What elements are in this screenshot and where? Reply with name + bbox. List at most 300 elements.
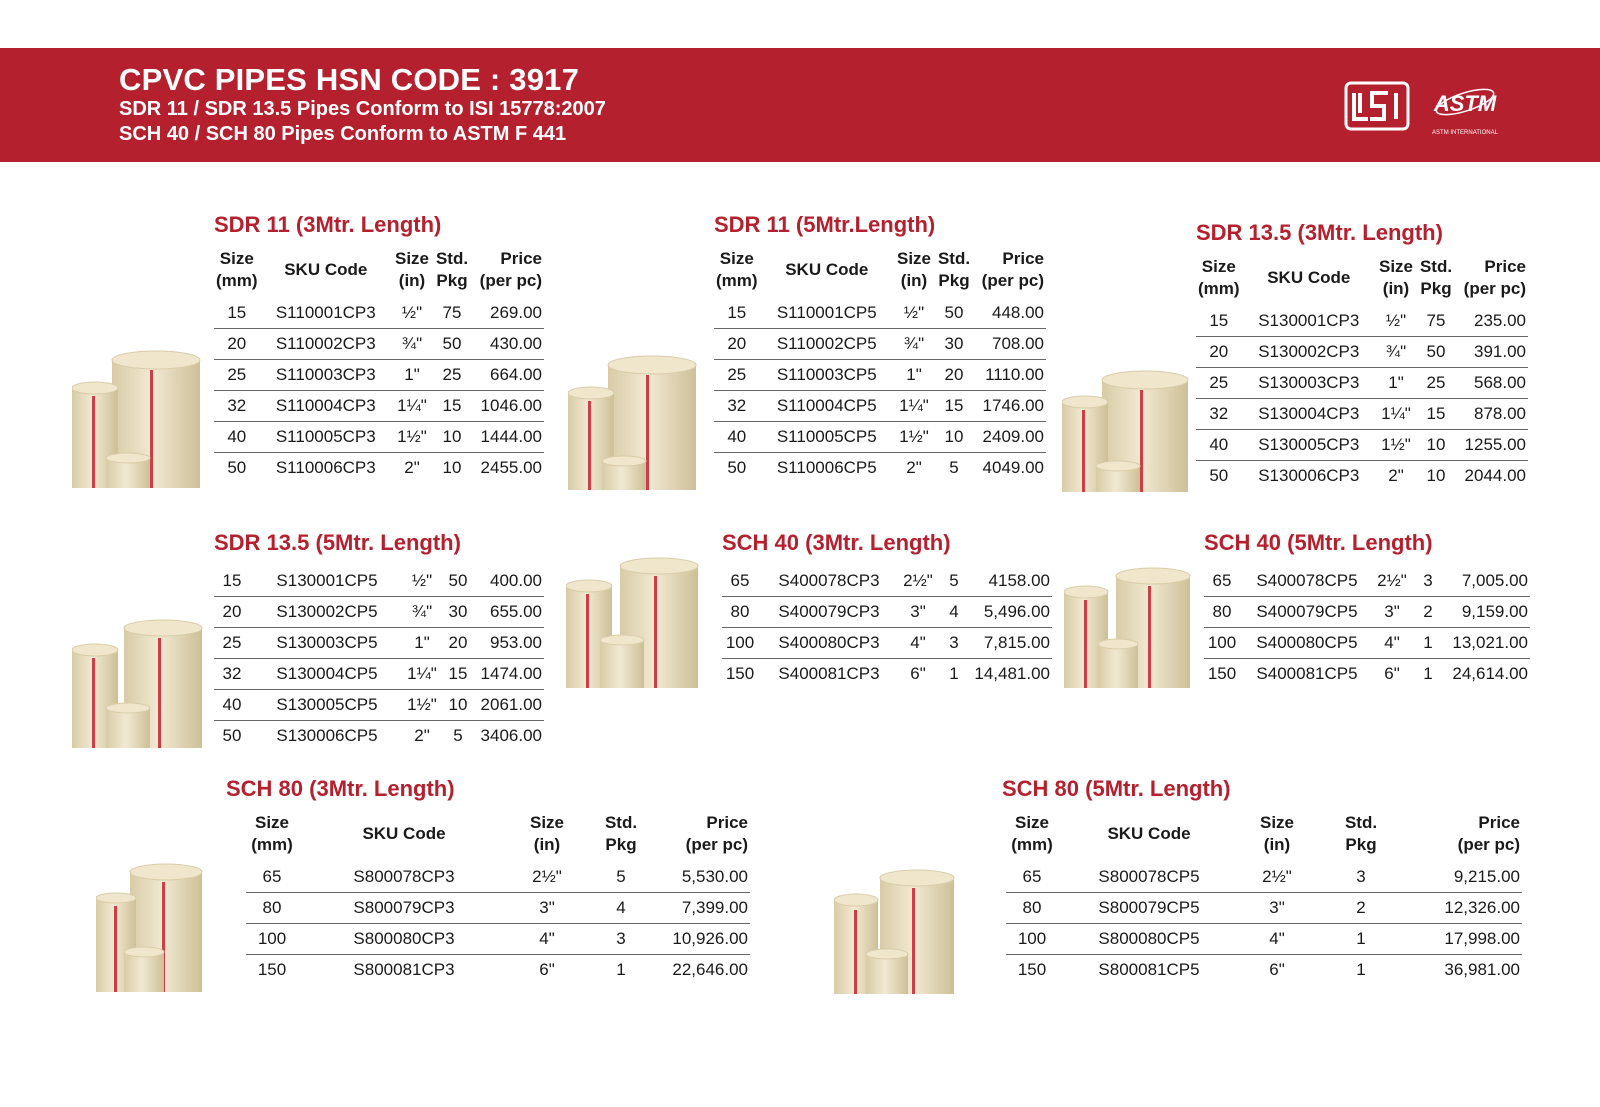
- size-mm-cell: 65: [246, 862, 298, 893]
- size-in-cell: 1½": [894, 422, 934, 453]
- size-in-cell: 4": [510, 924, 584, 955]
- size-mm-cell: 80: [246, 893, 298, 924]
- svg-text:ASTM: ASTM: [1433, 91, 1497, 116]
- table-row: [1204, 566, 1530, 597]
- pipe-image: [834, 868, 956, 994]
- table-row: [214, 566, 544, 597]
- std-pkg-cell: 75: [1416, 306, 1456, 337]
- table-row: [1204, 659, 1530, 690]
- table-row: [714, 360, 1046, 391]
- std-pkg-cell: 4: [936, 597, 972, 628]
- size-in-cell: 2": [414, 726, 430, 745]
- std-pkg-cell: 5: [584, 862, 658, 893]
- size-mm-cell: 20: [714, 329, 760, 360]
- size-mm-cell: 80: [1006, 893, 1058, 924]
- size-in-cell: ¾": [404, 597, 440, 628]
- section-sdr135-5m: [214, 530, 544, 751]
- column-header: Price (per pc): [685, 813, 748, 854]
- size-in-cell: 2½": [1240, 862, 1314, 893]
- table-header: [214, 248, 544, 298]
- size-in-cell: 1½": [404, 690, 440, 721]
- std-pkg-cell: 10: [1426, 466, 1446, 485]
- column-header: Std. Pkg: [937, 249, 971, 290]
- column-header: Std. Pkg: [435, 249, 469, 290]
- price-cell: 5,496.00: [972, 597, 1052, 628]
- sku-code-cell: S110006CP5: [776, 458, 877, 477]
- size-mm-cell: 65: [1006, 862, 1058, 893]
- section-sdr135-3m: [1196, 220, 1528, 491]
- price-cell: 10,926.00: [658, 924, 750, 955]
- size-mm-cell: 20: [214, 597, 250, 628]
- size-in-cell: 3": [1240, 893, 1314, 924]
- price-cell: 2044.00: [1464, 466, 1526, 485]
- sku-code-cell: S130003CP5: [250, 628, 404, 659]
- std-pkg-cell: 1: [1410, 628, 1446, 659]
- sku-code-cell: S130005CP5: [250, 690, 404, 721]
- size-in-cell: 1¼": [404, 659, 440, 690]
- pipe-image: [1062, 370, 1192, 492]
- std-pkg-cell: 1: [949, 664, 959, 683]
- size-in-cell: 2": [404, 458, 420, 477]
- table-row: [214, 659, 544, 690]
- column-header: Std. Pkg: [604, 813, 638, 854]
- table-header: [246, 812, 750, 862]
- size-in-cell: 6": [539, 960, 555, 979]
- price-cell: 5,530.00: [658, 862, 750, 893]
- std-pkg-cell: 25: [1416, 368, 1456, 399]
- size-mm-cell: 100: [1204, 628, 1240, 659]
- sku-code-cell: S400080CP3: [758, 628, 900, 659]
- table-row: [246, 924, 750, 955]
- column-header: SKU Code: [1267, 268, 1351, 287]
- column-header: SKU Code: [785, 260, 869, 279]
- sku-code-cell: S130004CP5: [250, 659, 404, 690]
- price-cell: 1110.00: [974, 360, 1046, 391]
- size-mm-cell: 150: [257, 960, 287, 979]
- table-row: [722, 628, 1052, 659]
- size-mm-cell: 50: [727, 458, 747, 477]
- price-cell: 878.00: [1456, 399, 1528, 430]
- price-cell: 1444.00: [472, 422, 544, 453]
- size-mm-cell: 50: [222, 726, 242, 745]
- column-header: Size (mm): [251, 813, 293, 854]
- sku-code-cell: S130001CP3: [1242, 306, 1376, 337]
- std-pkg-cell: 50: [440, 566, 476, 597]
- table-row: [1006, 893, 1522, 924]
- pipe-image: [568, 355, 700, 490]
- table-header: [1196, 256, 1528, 306]
- sku-code-cell: S130006CP3: [1258, 466, 1360, 485]
- price-table: [214, 566, 544, 751]
- std-pkg-cell: 3: [936, 628, 972, 659]
- table-row: [722, 566, 1052, 597]
- pipe-image: [566, 556, 700, 688]
- column-header: Price (per pc): [1457, 813, 1520, 854]
- sku-code-cell: S800080CP3: [298, 924, 510, 955]
- table-row: [1196, 430, 1528, 461]
- price-cell: 400.00: [476, 566, 544, 597]
- sku-code-cell: S400078CP3: [758, 566, 900, 597]
- size-in-cell: 3": [900, 597, 936, 628]
- section-title: SCH 80 (5Mtr. Length): [1002, 776, 1231, 801]
- table-row: [1196, 337, 1528, 368]
- sku-code-cell: S130001CP5: [250, 566, 404, 597]
- price-cell: 22,646.00: [672, 960, 748, 979]
- price-cell: 13,021.00: [1446, 628, 1530, 659]
- size-in-cell: 3": [1374, 597, 1410, 628]
- section-title: SDR 11 (5Mtr.Length): [714, 212, 936, 237]
- table-row: [722, 597, 1052, 628]
- std-pkg-cell: 30: [934, 329, 974, 360]
- sku-code-cell: S110005CP5: [760, 422, 894, 453]
- size-in-cell: 1": [894, 360, 934, 391]
- price-cell: 7,815.00: [972, 628, 1052, 659]
- table-row: [1196, 399, 1528, 430]
- std-pkg-cell: 2: [1314, 893, 1408, 924]
- sku-code-cell: S130003CP3: [1242, 368, 1376, 399]
- price-cell: 9,159.00: [1446, 597, 1530, 628]
- size-mm-cell: 15: [214, 298, 260, 329]
- size-mm-cell: 150: [1207, 664, 1237, 683]
- column-header: Size (mm): [1011, 813, 1053, 854]
- table-row: [1196, 306, 1528, 337]
- sku-code-cell: S130002CP3: [1242, 337, 1376, 368]
- size-in-cell: ½": [894, 298, 934, 329]
- column-header: Price (per pc): [981, 249, 1044, 290]
- price-cell: 3406.00: [480, 726, 542, 745]
- sku-code-cell: S130005CP3: [1242, 430, 1376, 461]
- size-in-cell: 4": [1374, 628, 1410, 659]
- table-row: [1204, 597, 1530, 628]
- std-pkg-cell: 75: [432, 298, 472, 329]
- std-pkg-cell: 3: [584, 924, 658, 955]
- price-cell: 391.00: [1456, 337, 1528, 368]
- size-mm-cell: 15: [214, 566, 250, 597]
- column-header: Price (per pc): [479, 249, 542, 290]
- std-pkg-cell: 20: [440, 628, 476, 659]
- sku-code-cell: S130002CP5: [250, 597, 404, 628]
- size-mm-cell: 25: [214, 628, 250, 659]
- std-pkg-cell: 15: [432, 391, 472, 422]
- price-cell: 2455.00: [480, 458, 542, 477]
- size-in-cell: 1": [404, 628, 440, 659]
- column-header: SKU Code: [1107, 824, 1191, 843]
- price-cell: 568.00: [1456, 368, 1528, 399]
- table-row: [214, 329, 544, 360]
- sku-code-cell: S400081CP3: [778, 664, 880, 683]
- size-in-cell: ½": [1376, 306, 1416, 337]
- size-in-cell: 2": [1388, 466, 1404, 485]
- sku-code-cell: S130004CP3: [1242, 399, 1376, 430]
- std-pkg-cell: 25: [432, 360, 472, 391]
- column-header: Size (in): [1259, 813, 1295, 854]
- size-mm-cell: 40: [1196, 430, 1242, 461]
- table-row: [214, 298, 544, 329]
- table-row: [214, 360, 544, 391]
- size-in-cell: ½": [404, 566, 440, 597]
- size-in-cell: 4": [1240, 924, 1314, 955]
- sku-code-cell: S110002CP3: [260, 329, 392, 360]
- column-header: SKU Code: [362, 824, 446, 843]
- size-in-cell: ½": [392, 298, 432, 329]
- table-row: [714, 422, 1046, 453]
- column-header: Size (in): [394, 249, 430, 290]
- size-mm-cell: 150: [1017, 960, 1047, 979]
- std-pkg-cell: 5: [453, 726, 463, 745]
- size-mm-cell: 32: [1196, 399, 1242, 430]
- size-mm-cell: 100: [1006, 924, 1058, 955]
- size-in-cell: 1½": [1376, 430, 1416, 461]
- price-cell: 9,215.00: [1408, 862, 1522, 893]
- table-row: [214, 628, 544, 659]
- size-mm-cell: 32: [214, 659, 250, 690]
- size-in-cell: 2": [906, 458, 922, 477]
- size-in-cell: 6": [910, 664, 926, 683]
- size-in-cell: 2½": [510, 862, 584, 893]
- price-cell: 24,614.00: [1452, 664, 1528, 683]
- section-title: SDR 11 (3Mtr. Length): [214, 212, 442, 237]
- price-cell: 235.00: [1456, 306, 1528, 337]
- price-table: [214, 248, 544, 483]
- size-mm-cell: 25: [1196, 368, 1242, 399]
- pipe-image: [72, 350, 204, 488]
- table-header: [714, 248, 1046, 298]
- price-cell: 1746.00: [974, 391, 1046, 422]
- size-in-cell: 2½": [900, 566, 936, 597]
- size-mm-cell: 80: [1204, 597, 1240, 628]
- table-row: [1196, 461, 1528, 492]
- pipe-image: [1064, 566, 1192, 688]
- std-pkg-cell: 15: [440, 659, 476, 690]
- std-pkg-cell: 15: [934, 391, 974, 422]
- price-cell: 708.00: [974, 329, 1046, 360]
- price-cell: 36,981.00: [1444, 960, 1520, 979]
- table-row: [1006, 924, 1522, 955]
- std-pkg-cell: 3: [1314, 862, 1408, 893]
- price-table: [722, 566, 1052, 689]
- std-pkg-cell: 15: [1416, 399, 1456, 430]
- std-pkg-cell: 2: [1410, 597, 1446, 628]
- sku-code-cell: S800081CP3: [353, 960, 455, 979]
- std-pkg-cell: 1: [1314, 924, 1408, 955]
- column-header: SKU Code: [284, 260, 368, 279]
- size-in-cell: 1½": [392, 422, 432, 453]
- table-row: [246, 893, 750, 924]
- sku-code-cell: S110001CP5: [760, 298, 894, 329]
- std-pkg-cell: 5: [936, 566, 972, 597]
- astm-logo: [1428, 74, 1502, 140]
- table-row: [1006, 955, 1522, 986]
- size-mm-cell: 65: [1204, 566, 1240, 597]
- svg-text:ASTM INTERNATIONAL: ASTM INTERNATIONAL: [1432, 130, 1498, 136]
- price-table: [1196, 256, 1528, 491]
- table-row: [1006, 862, 1522, 893]
- sku-code-cell: S400079CP5: [1240, 597, 1374, 628]
- std-pkg-cell: 20: [934, 360, 974, 391]
- std-pkg-cell: 1: [1423, 664, 1433, 683]
- sku-code-cell: S800078CP3: [298, 862, 510, 893]
- column-header: Size (mm): [716, 249, 758, 290]
- price-table: [1204, 566, 1530, 689]
- size-in-cell: 1¼": [894, 391, 934, 422]
- price-cell: 7,005.00: [1446, 566, 1530, 597]
- sku-code-cell: S400081CP5: [1256, 664, 1358, 683]
- price-table: [1006, 812, 1522, 985]
- table-row: [214, 391, 544, 422]
- sku-code-cell: S800079CP3: [298, 893, 510, 924]
- size-mm-cell: 50: [1209, 466, 1229, 485]
- section-sdr11-5m: [714, 212, 1046, 483]
- column-header: Size (in): [896, 249, 932, 290]
- table-row: [714, 453, 1046, 484]
- standard-line-sdr: SDR 11 / SDR 13.5 Pipes Conform to ISI 15778:2007: [119, 98, 606, 120]
- size-mm-cell: 32: [214, 391, 260, 422]
- std-pkg-cell: 5: [949, 458, 959, 477]
- section-title: SCH 80 (3Mtr. Length): [226, 776, 455, 801]
- table-row: [722, 659, 1052, 690]
- size-mm-cell: 40: [714, 422, 760, 453]
- sku-code-cell: S400078CP5: [1240, 566, 1374, 597]
- standard-line-sch: SCH 40 / SCH 80 Pipes Conform to ASTM F 441: [119, 123, 567, 145]
- std-pkg-cell: 50: [1416, 337, 1456, 368]
- size-mm-cell: 40: [214, 422, 260, 453]
- size-in-cell: 6": [1269, 960, 1285, 979]
- std-pkg-cell: 1: [616, 960, 626, 979]
- column-header: Size (in): [1378, 257, 1414, 298]
- price-cell: 2409.00: [974, 422, 1046, 453]
- size-in-cell: ¾": [894, 329, 934, 360]
- size-mm-cell: 15: [1196, 306, 1242, 337]
- section-sch80-3m: [226, 776, 750, 985]
- price-cell: 7,399.00: [658, 893, 750, 924]
- page-title: CPVC PIPES HSN CODE : 3917: [119, 62, 580, 97]
- size-in-cell: ¾": [1376, 337, 1416, 368]
- price-cell: 12,326.00: [1408, 893, 1522, 924]
- size-mm-cell: 15: [714, 298, 760, 329]
- price-cell: 448.00: [974, 298, 1046, 329]
- table-header: [1006, 812, 1522, 862]
- section-sch40-5m: [1204, 530, 1530, 689]
- size-in-cell: 4": [900, 628, 936, 659]
- sku-code-cell: S110004CP5: [760, 391, 894, 422]
- section-title: SDR 13.5 (3Mtr. Length): [1196, 220, 1443, 245]
- pipe-image: [96, 862, 204, 992]
- size-mm-cell: 80: [722, 597, 758, 628]
- size-in-cell: 3": [510, 893, 584, 924]
- size-mm-cell: 32: [714, 391, 760, 422]
- size-mm-cell: 25: [714, 360, 760, 391]
- size-in-cell: 1": [1376, 368, 1416, 399]
- table-row: [1196, 368, 1528, 399]
- price-cell: 664.00: [472, 360, 544, 391]
- price-cell: 430.00: [472, 329, 544, 360]
- std-pkg-cell: 50: [934, 298, 974, 329]
- table-row: [214, 721, 544, 752]
- size-mm-cell: 150: [725, 664, 755, 683]
- size-in-cell: 2½": [1374, 566, 1410, 597]
- pipe-image: [72, 618, 204, 748]
- std-pkg-cell: 10: [432, 422, 472, 453]
- table-row: [714, 298, 1046, 329]
- std-pkg-cell: 50: [432, 329, 472, 360]
- sku-code-cell: S400079CP3: [758, 597, 900, 628]
- sku-code-cell: S110004CP3: [260, 391, 392, 422]
- sku-code-cell: S110003CP3: [260, 360, 392, 391]
- std-pkg-cell: 1: [1356, 960, 1366, 979]
- table-row: [714, 391, 1046, 422]
- column-header: Size (mm): [1198, 257, 1240, 298]
- sku-code-cell: S110001CP3: [260, 298, 392, 329]
- size-mm-cell: 100: [246, 924, 298, 955]
- section-title: SCH 40 (3Mtr. Length): [722, 530, 951, 555]
- sku-code-cell: S110005CP3: [260, 422, 392, 453]
- price-cell: 953.00: [476, 628, 544, 659]
- column-header: Size (mm): [216, 249, 258, 290]
- size-mm-cell: 50: [227, 458, 247, 477]
- price-cell: 17,998.00: [1408, 924, 1522, 955]
- size-mm-cell: 25: [214, 360, 260, 391]
- table-row: [214, 453, 544, 484]
- size-mm-cell: 20: [214, 329, 260, 360]
- sku-code-cell: S400080CP5: [1240, 628, 1374, 659]
- table-row: [214, 597, 544, 628]
- column-header: Size (in): [529, 813, 565, 854]
- size-in-cell: ¾": [392, 329, 432, 360]
- price-cell: 4049.00: [982, 458, 1044, 477]
- column-header: Price (per pc): [1463, 257, 1526, 298]
- size-mm-cell: 100: [722, 628, 758, 659]
- section-sdr11-3m: [214, 212, 544, 483]
- price-cell: 1046.00: [472, 391, 544, 422]
- table-row: [214, 422, 544, 453]
- std-pkg-cell: 10: [934, 422, 974, 453]
- sku-code-cell: S800079CP5: [1058, 893, 1240, 924]
- size-mm-cell: 40: [214, 690, 250, 721]
- sku-code-cell: S110002CP5: [760, 329, 894, 360]
- isi-logo: [1344, 81, 1410, 131]
- std-pkg-cell: 30: [440, 597, 476, 628]
- std-pkg-cell: 10: [442, 458, 462, 477]
- std-pkg-cell: 3: [1410, 566, 1446, 597]
- size-in-cell: 1¼": [1376, 399, 1416, 430]
- section-sch40-3m: [722, 530, 1052, 689]
- table-row: [246, 862, 750, 893]
- table-row: [246, 955, 750, 986]
- sku-code-cell: S800080CP5: [1058, 924, 1240, 955]
- section-title: SDR 13.5 (5Mtr. Length): [214, 530, 461, 555]
- price-cell: 4158.00: [972, 566, 1052, 597]
- std-pkg-cell: 10: [1416, 430, 1456, 461]
- price-cell: 1255.00: [1456, 430, 1528, 461]
- price-cell: 14,481.00: [974, 664, 1050, 683]
- sku-code-cell: S110003CP5: [760, 360, 894, 391]
- section-title: SCH 40 (5Mtr. Length): [1204, 530, 1433, 555]
- size-mm-cell: 65: [722, 566, 758, 597]
- size-in-cell: 6": [1384, 664, 1400, 683]
- table-row: [214, 690, 544, 721]
- std-pkg-cell: 10: [440, 690, 476, 721]
- section-sch80-5m: [1002, 776, 1522, 985]
- price-table: [714, 248, 1046, 483]
- price-table: [246, 812, 750, 985]
- table-row: [714, 329, 1046, 360]
- std-pkg-cell: 4: [584, 893, 658, 924]
- sku-code-cell: S130006CP5: [276, 726, 378, 745]
- sku-code-cell: S800078CP5: [1058, 862, 1240, 893]
- price-cell: 2061.00: [476, 690, 544, 721]
- size-in-cell: 1¼": [392, 391, 432, 422]
- size-mm-cell: 20: [1196, 337, 1242, 368]
